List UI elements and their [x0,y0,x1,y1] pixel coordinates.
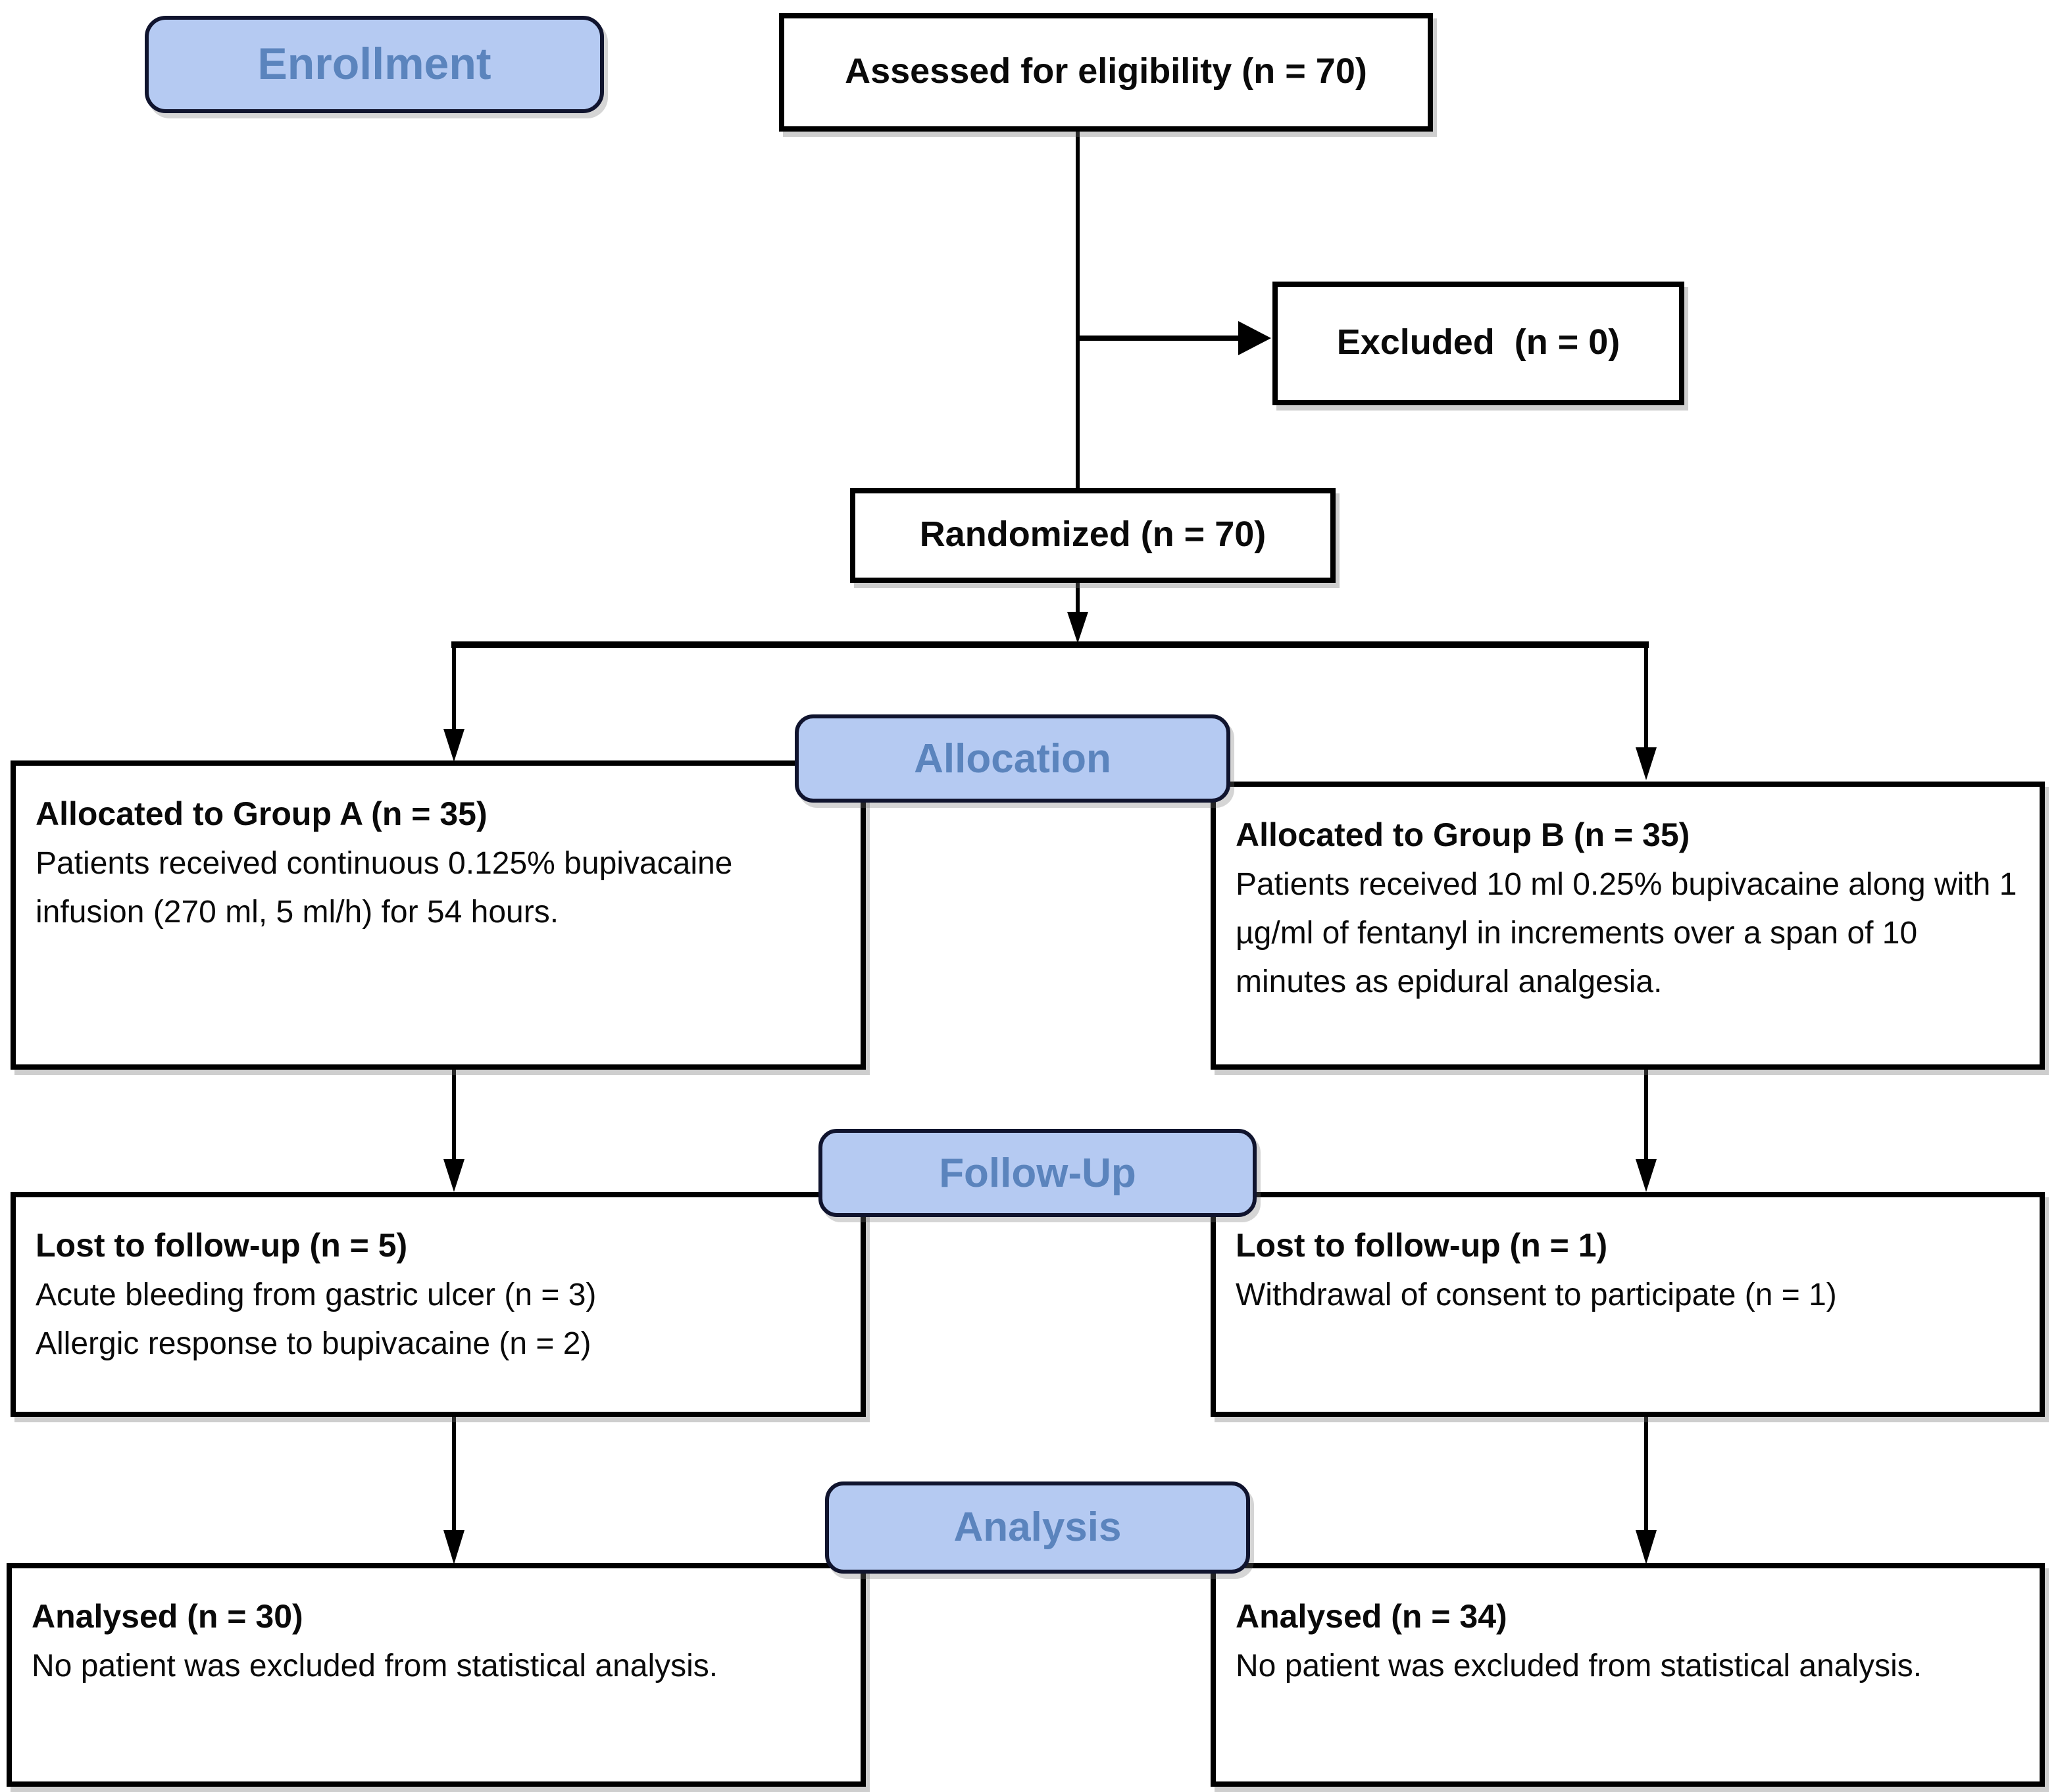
box-lost-b [1211,1192,2045,1417]
box-analysed-a [7,1563,866,1787]
stage-enrollment [145,16,604,113]
box-group-a-body: Patients received continuous 0.125% bupivacaine infusion (270 ml, 5 ml/h) for 54 hours. [36,846,733,930]
box-group-b [1211,782,2045,1070]
box-analysed-b [1211,1563,2045,1787]
box-randomized [850,488,1336,583]
arrowhead-group-b [1636,747,1657,780]
stage-analysis-label: Analysis [953,1504,1122,1550]
arrowhead-group-a [443,729,464,762]
box-lost-a-reason-2: Allergic response to bupivacaine (n = 2) [36,1326,591,1362]
stage-allocation [795,714,1230,803]
box-group-a-title: Allocated to Group A (n = 35) [36,796,488,833]
box-analysed-b-title: Analysed (n = 34) [1236,1599,1507,1635]
stage-follow-up-label: Follow-Up [939,1149,1136,1195]
box-excluded [1272,282,1684,405]
box-analysed-a-body: No patient was excluded from statistical analysis. [32,1649,718,1684]
box-lost-b-title: Lost to follow-up (n = 1) [1236,1228,1608,1264]
box-lost-a-title: Lost to follow-up (n = 5) [36,1228,408,1264]
box-lost-a-reason-1: Acute bleeding from gastric ulcer (n = 3) [36,1278,597,1313]
stage-analysis [825,1481,1250,1574]
stage-enrollment-label: Enrollment [257,39,491,89]
arrowhead-branch [1067,612,1088,643]
stage-allocation-label: Allocation [914,735,1111,781]
box-lost-a [11,1192,866,1417]
box-excluded-title: Excluded (n = 0) [1336,322,1620,362]
arrowhead-excluded [1238,321,1271,355]
box-assessed [779,13,1433,132]
arrowhead-followup-b [1636,1159,1657,1192]
arrowhead-followup-a [443,1159,464,1192]
box-analysed-a-title: Analysed (n = 30) [32,1599,303,1635]
box-group-a [11,760,866,1070]
stage-follow-up [818,1129,1257,1217]
box-group-b-title: Allocated to Group B (n = 35) [1236,817,1690,854]
arrowhead-analysis-b [1636,1530,1657,1564]
box-group-b-body: Patients received 10 ml 0.25% bupivacaine along with 1 µg/ml of fentanyl in increments over a span of 10 minutes as epidural analgesia. [1236,867,2017,1000]
arrowhead-analysis-a [443,1530,464,1564]
box-assessed-title: Assessed for eligibility (n = 70) [845,51,1367,91]
box-randomized-title: Randomized (n = 70) [919,514,1267,555]
box-analysed-b-body: No patient was excluded from statistical analysis. [1236,1649,1922,1684]
box-lost-b-reason-1: Withdrawal of consent to participate (n = 1) [1236,1278,1837,1313]
